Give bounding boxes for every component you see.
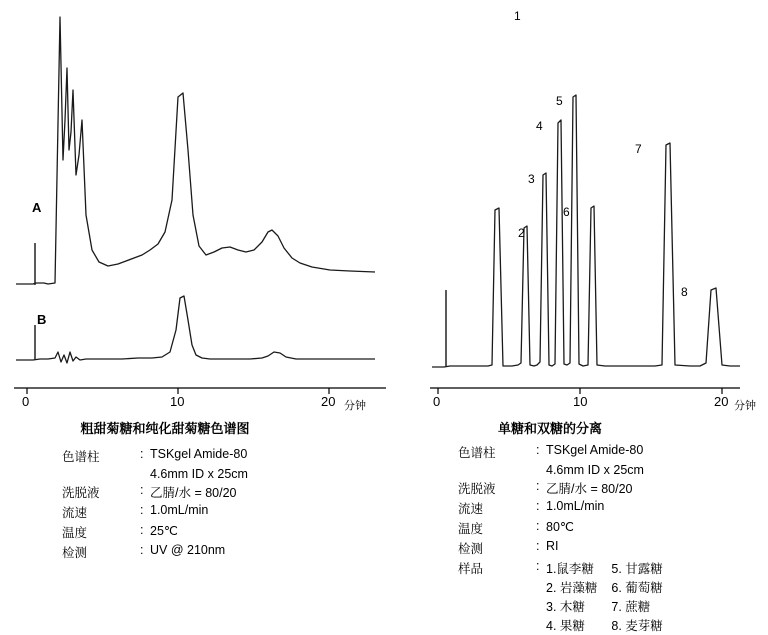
left-x-unit: 分钟: [344, 400, 366, 412]
condition-colon: :: [536, 443, 540, 457]
left-caption: 粗甜菊糖和纯化甜菊糖色谱图: [80, 421, 250, 436]
condition-colon: :: [536, 519, 540, 533]
condition-key: 流速: [62, 506, 88, 520]
peak-label-7: 7: [635, 142, 642, 156]
condition-colon: :: [140, 447, 144, 461]
sample-item: 8. 麦芽糖: [611, 619, 663, 633]
condition-row: [458, 518, 663, 538]
right-xtick-20: 20: [714, 394, 729, 409]
condition-key: [62, 466, 140, 482]
left-conditions-table: [62, 446, 248, 562]
left-xtick-10: 10: [170, 394, 185, 409]
trace-label-b: B: [37, 312, 47, 327]
condition-key: 温度: [62, 526, 88, 540]
right-xtick-0: 0: [433, 394, 441, 409]
samples-key: 样品: [458, 562, 484, 576]
condition-colon: :: [140, 543, 144, 557]
peak-label-5: 5: [556, 94, 563, 108]
condition-key: 温度: [458, 522, 484, 536]
condition-colon: :: [536, 479, 540, 493]
condition-row: [458, 498, 663, 518]
condition-colon: :: [140, 523, 144, 537]
condition-row: [458, 442, 663, 462]
condition-key: 洗脱液: [458, 482, 496, 496]
condition-key: [458, 462, 536, 478]
left-xtick-0: 0: [22, 394, 30, 409]
right-chart-panel: [400, 0, 768, 633]
condition-key: 检测: [458, 542, 484, 556]
condition-row: [62, 502, 248, 522]
condition-value: 1.0mL/min: [150, 503, 209, 517]
right-x-unit: 分钟: [734, 400, 756, 412]
peak-label-6: 6: [563, 205, 570, 219]
sample-item: 7. 蔗糖: [611, 600, 651, 614]
condition-key: 色谱柱: [458, 446, 496, 460]
condition-value: 乙腈/水 = 80/20: [150, 486, 237, 500]
sample-item: 3. 木糖: [546, 600, 585, 614]
condition-colon: :: [536, 539, 540, 553]
sample-item: 4. 果糖: [546, 619, 585, 633]
trace-label-a: A: [32, 200, 42, 215]
right-xtick-10: 10: [573, 394, 588, 409]
condition-key: 检测: [62, 546, 88, 560]
condition-value: 4.6mm ID x 25cm: [546, 463, 644, 477]
condition-colon: :: [536, 499, 540, 513]
condition-colon: [536, 462, 546, 478]
left-chart-panel: [0, 0, 400, 609]
condition-row: [62, 522, 248, 542]
sample-list: [546, 559, 663, 634]
samples-colon: :: [536, 559, 540, 573]
condition-row: [62, 466, 248, 482]
condition-value: 4.6mm ID x 25cm: [150, 467, 248, 481]
condition-key: 色谱柱: [62, 450, 100, 464]
condition-colon: :: [140, 483, 144, 497]
peak-label-2: 2: [518, 226, 525, 240]
condition-key: 流速: [458, 502, 484, 516]
sample-item: 6. 葡萄糖: [611, 581, 663, 595]
peak-label-1: 1: [514, 9, 521, 23]
sample-item: 1.鼠李糖: [546, 562, 594, 576]
condition-value: RI: [546, 539, 559, 553]
sample-item: 2. 岩藻糖: [546, 581, 598, 595]
condition-colon: :: [140, 503, 144, 517]
right-caption: 单糖和双糖的分离: [497, 421, 602, 436]
right-chromatogram: [400, 0, 768, 410]
condition-value: UV @ 210nm: [150, 543, 226, 557]
condition-key: 洗脱液: [62, 486, 100, 500]
condition-row: [62, 542, 248, 562]
samples-row: [458, 558, 663, 635]
condition-row: [458, 538, 663, 558]
peak-label-3: 3: [528, 172, 535, 186]
condition-value: 80℃: [546, 520, 574, 534]
right-conditions-table: [458, 442, 663, 635]
condition-row: [458, 478, 663, 498]
left-chromatogram: [0, 0, 400, 410]
condition-row: [62, 482, 248, 502]
condition-value: TSKgel Amide-80: [546, 443, 644, 457]
condition-value: TSKgel Amide-80: [150, 447, 248, 461]
condition-colon: [140, 466, 150, 482]
condition-value: 25℃: [150, 524, 178, 538]
condition-value: 乙腈/水 = 80/20: [546, 482, 633, 496]
sample-item: 5. 甘露糖: [611, 562, 663, 576]
peak-label-8: 8: [681, 285, 688, 299]
left-xtick-20: 20: [321, 394, 336, 409]
condition-row: [62, 446, 248, 466]
condition-row: [458, 462, 663, 478]
peak-label-4: 4: [536, 119, 543, 133]
samples-cell: [546, 558, 663, 635]
condition-value: 1.0mL/min: [546, 499, 605, 513]
